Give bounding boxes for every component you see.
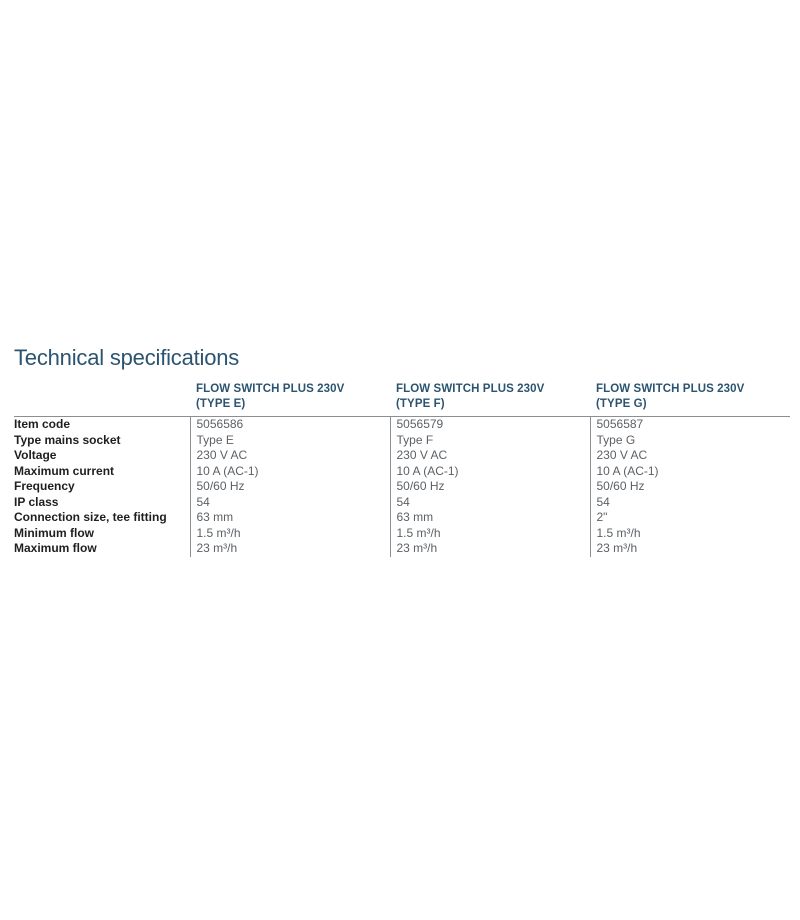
table-cell: 5056587 bbox=[590, 417, 790, 433]
table-cell: 54 bbox=[390, 495, 590, 511]
table-cell: 230 V AC bbox=[190, 448, 390, 464]
table-row bbox=[14, 448, 790, 464]
header-corner bbox=[14, 380, 190, 417]
table-cell: 50/60 Hz bbox=[190, 479, 390, 495]
row-label-ip-class: IP class bbox=[14, 494, 59, 509]
spec-table bbox=[14, 380, 790, 557]
table-cell: 2" bbox=[590, 510, 790, 526]
column-header-type-g bbox=[590, 380, 790, 417]
table-cell: 5056579 bbox=[390, 417, 590, 433]
table-header-row bbox=[14, 380, 790, 417]
row-label-type-mains-socket: Type mains socket bbox=[14, 432, 121, 447]
table-row bbox=[14, 417, 790, 433]
column-header-type-f bbox=[390, 380, 590, 417]
column-header-line2: (TYPE F) bbox=[396, 398, 445, 410]
row-label-connection-size: Connection size, tee fitting bbox=[14, 510, 167, 524]
table-cell: 50/60 Hz bbox=[590, 479, 790, 495]
table-cell: 10 A (AC-1) bbox=[590, 464, 790, 480]
column-header-line2: (TYPE E) bbox=[196, 398, 246, 410]
row-label-voltage: Voltage bbox=[14, 448, 57, 462]
table-cell: 230 V AC bbox=[390, 448, 590, 464]
table-row bbox=[14, 464, 790, 480]
row-label-minimum-flow: Minimum flow bbox=[14, 525, 94, 540]
column-header-type-e bbox=[190, 380, 390, 417]
column-header-line1: FLOW SWITCH PLUS 230V bbox=[196, 383, 345, 395]
table-cell: 5056586 bbox=[190, 417, 390, 433]
row-label-frequency: Frequency bbox=[14, 479, 75, 493]
table-cell: 23 m³/h bbox=[190, 541, 390, 557]
table-cell: 10 A (AC-1) bbox=[390, 464, 590, 480]
table-row bbox=[14, 495, 790, 511]
table-cell: 1.5 m³/h bbox=[390, 526, 590, 542]
table-cell: 23 m³/h bbox=[390, 541, 590, 557]
row-label-maximum-current: Maximum current bbox=[14, 463, 115, 478]
table-cell: Type F bbox=[390, 433, 590, 449]
technical-specifications-section bbox=[14, 340, 790, 557]
column-header-line1: FLOW SWITCH PLUS 230V bbox=[596, 383, 745, 395]
section-title: Technical specifications bbox=[14, 345, 240, 370]
table-cell: 63 mm bbox=[190, 510, 390, 526]
table-row bbox=[14, 510, 790, 526]
table-row bbox=[14, 479, 790, 495]
table-row bbox=[14, 433, 790, 449]
table-cell: 23 m³/h bbox=[590, 541, 790, 557]
table-cell: 10 A (AC-1) bbox=[190, 464, 390, 480]
table-cell: 54 bbox=[190, 495, 390, 511]
table-cell: Type G bbox=[590, 433, 790, 449]
table-cell: 1.5 m³/h bbox=[590, 526, 790, 542]
row-label-item-code: Item code bbox=[14, 417, 190, 433]
table-cell: 63 mm bbox=[390, 510, 590, 526]
table-cell: 1.5 m³/h bbox=[190, 526, 390, 542]
column-header-line2: (TYPE G) bbox=[596, 398, 647, 410]
row-label-maximum-flow: Maximum flow bbox=[14, 541, 97, 555]
table-cell: Type E bbox=[190, 433, 390, 449]
table-row bbox=[14, 541, 790, 557]
table-row bbox=[14, 526, 790, 542]
table-cell: 54 bbox=[590, 495, 790, 511]
column-header-line1: FLOW SWITCH PLUS 230V bbox=[396, 383, 545, 395]
table-cell: 230 V AC bbox=[590, 448, 790, 464]
table-cell: 50/60 Hz bbox=[390, 479, 590, 495]
